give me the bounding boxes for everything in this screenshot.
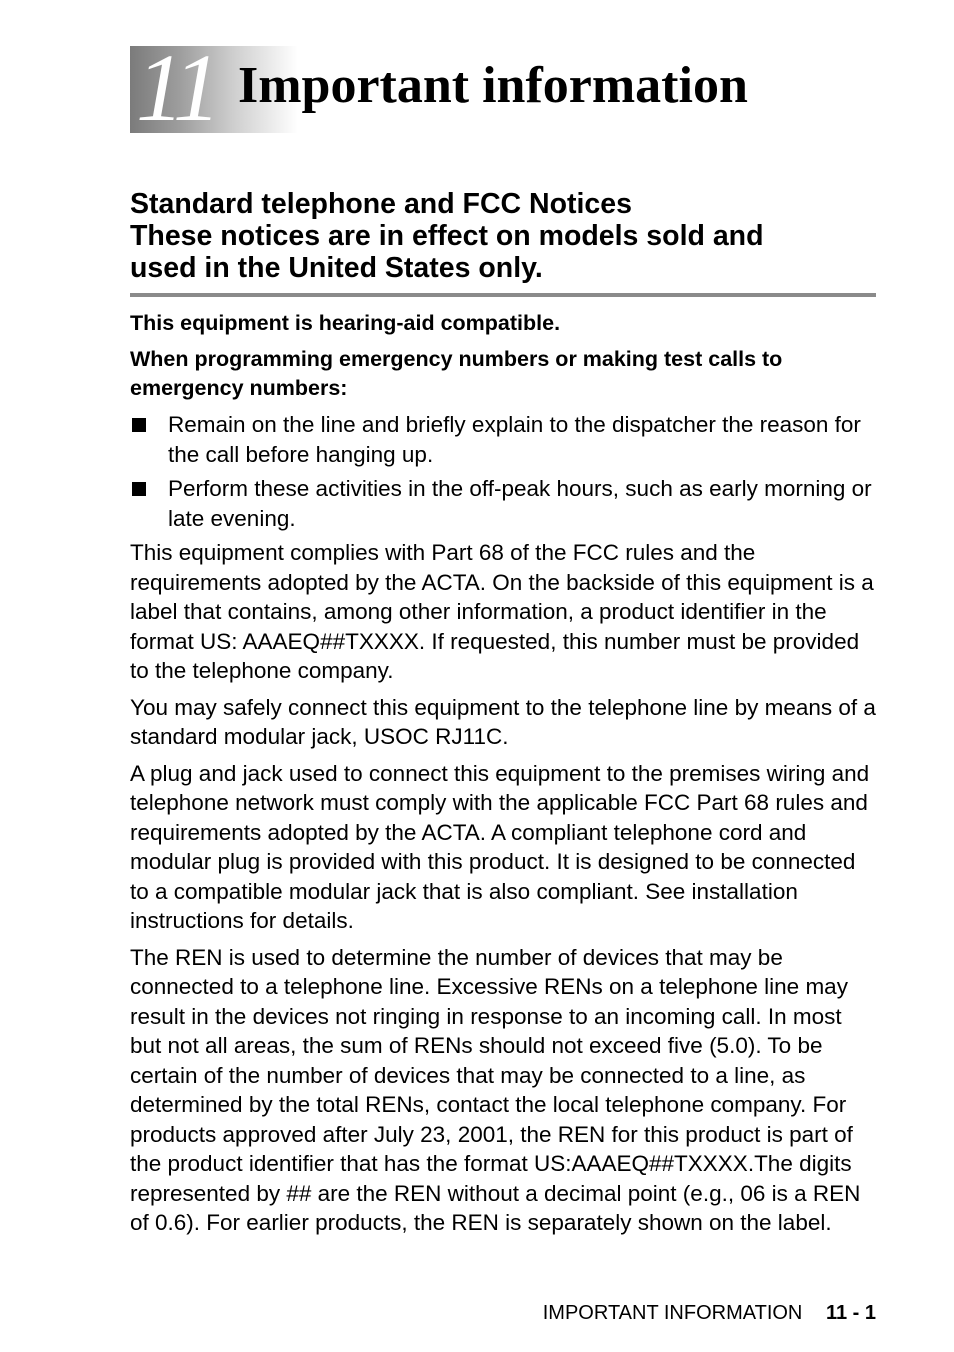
ren-paragraph: The REN is used to determine the number of devices that may be connected to a telephone line. Excessive RENs on a telephone line may result in the devices not ringing in response to an incoming call. In most but not all areas, the sum of RENs should not exceed five (5.0). To be certain of the number of devices that may be connected to a line, as determined by the total RENs, contact the local telephone company. For products approved after July 23, 2001, the REN for this product is part of the product identifier that has the format US:AAAEQ##TXXXX.The digits represented by ## are the REN without a decimal point (e.g., 06 is a REN of 0.6). For earlier products, the REN is separately shown on the label.: [130, 944, 861, 1235]
plug-and-jack-paragraph: A plug and jack used to connect this equipment to the premises wiring and telephone network must comply with the applicable FCC Part 68 rules and requirements adopted by the ACTA. A compliant telephone cord and modular plug is provided with this product. It is designed to be connected to a compatible modular jack that is also compliant. See installation instructions for details.: [130, 760, 870, 933]
chapter-number: 11: [136, 34, 217, 141]
chapter-header: [130, 34, 850, 141]
hearing-aid-notice: This equipment is hearing-aid compatible.: [130, 311, 561, 335]
emergency-numbers-heading: When programming emergency numbers or making test calls to emergency numbers:: [130, 347, 783, 400]
section-heading: [130, 188, 875, 284]
list-item: [130, 474, 878, 533]
chapter-title: Important information: [238, 57, 748, 114]
modular-jack-paragraph: You may safely connect this equipment to the telephone line by means of a standard modular jack, USOC RJ11C.: [130, 694, 876, 749]
fcc-part68-paragraph: This equipment complies with Part 68 of the FCC rules and the requirements adopted by the ACTA. On the backside of this equipment is a label that contains, among other information, a product identifier in the format US: AAAEQ##TXXXX. If requested, this number must be provided to the telephone company.: [130, 540, 874, 683]
list-item: [130, 410, 878, 469]
section-divider: [130, 293, 876, 297]
square-bullet-icon: [132, 482, 146, 496]
page-footer: [543, 1301, 876, 1325]
square-bullet-icon: [132, 418, 146, 432]
section-heading-line-1: Standard telephone and FCC Notices: [130, 188, 632, 220]
emergency-bullet-list: [130, 410, 878, 533]
bullet-text: Remain on the line and briefly explain to the dispatcher the reason for the call before hanging up.: [168, 412, 861, 467]
footer-section-label: IMPORTANT INFORMATION: [542, 1302, 803, 1324]
section-heading-line-2: These notices are in effect on models sold and: [130, 220, 764, 252]
body-content: [130, 309, 878, 1245]
bullet-text: Perform these activities in the off-peak hours, such as early morning or late evening.: [168, 476, 872, 531]
section-heading-line-3: used in the United States only.: [130, 252, 543, 284]
page-number: 11 - 1: [825, 1302, 876, 1324]
